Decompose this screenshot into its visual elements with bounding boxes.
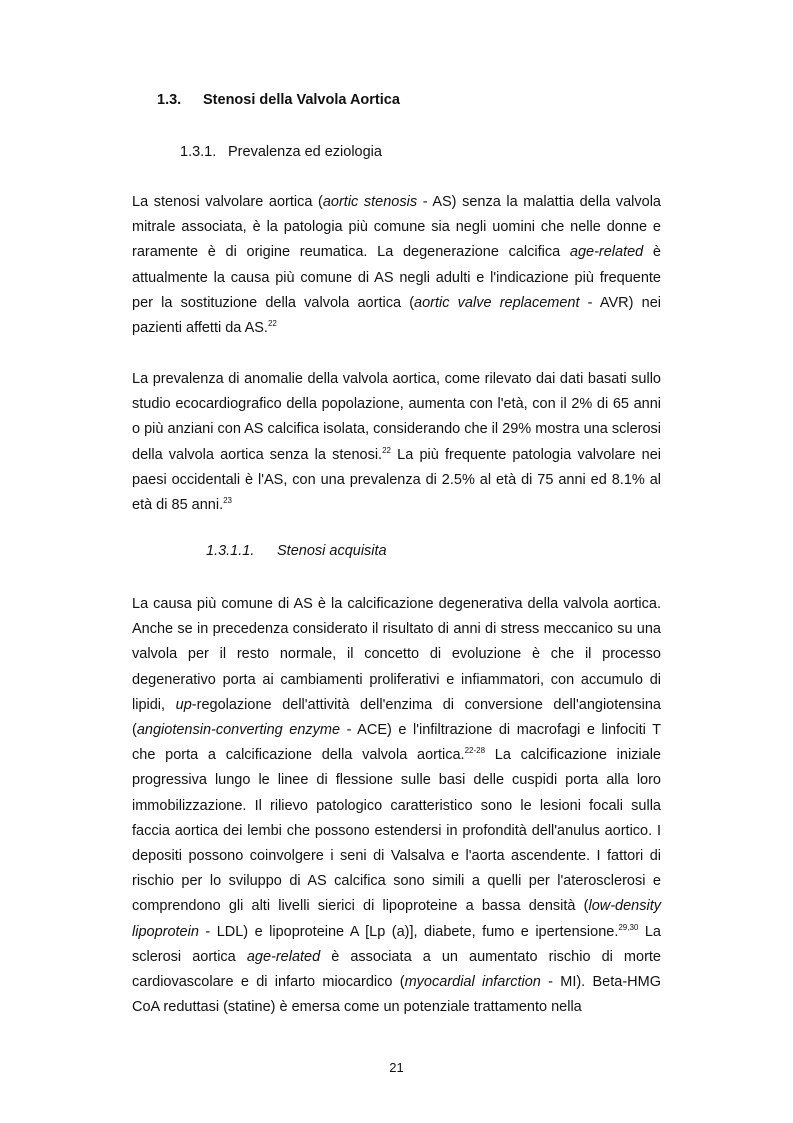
p3-italic-4: age-related (246, 948, 321, 965)
p2-citation-1: 22 (382, 445, 391, 455)
subsubsection-number: 1.3.1.1. (206, 543, 255, 559)
paragraph-3 (132, 592, 661, 1020)
p3-text-4: La calcificazione iniziale progressiva lungo le linee di flessione sulle basi delle cuspidi porta alla loro immobilizzazione. Il rilievo patologico caratteristico sono le lesioni focali sulla faccia aortica dei lembi che possono estendersi in profondità dell'anulus aortico. I depositi possono coinvolgere i seni di Valsalva e l'aorta ascendente. I fattori di rischio per lo sviluppo di AS calcifica sono simili a quelli per l'aterosclerosi e comprendono gli alti livelli sierici di lipoproteine a bassa densità ( (132, 747, 661, 915)
p1-text-4: - AVR) nei pazienti affetti da AS. (132, 294, 661, 337)
p1-text-3: è attualmente la causa più comune di AS negli adulti e l'indicazione più frequente per la sostituzione della valvola aortica ( (132, 244, 661, 311)
p3-citation-2: 29,30 (618, 922, 639, 932)
subsubsection-title: Stenosi acquisita (277, 543, 387, 559)
p1-text-2: - AS) senza la malattia della valvola mitrale associata, è la patologia più comune sia negli uomini che nelle donne e raramente è di origine reumatica. La degenerazione calcifica (132, 194, 661, 261)
p3-text-8: - MI). Beta-HMG CoA reduttasi (statine) è emersa come un potenziale trattamento nella (132, 974, 661, 1016)
subsection-heading (180, 144, 382, 160)
p1-italic-1: aortic stenosis (322, 194, 418, 210)
p2-text-1: La prevalenza di anomalie della valvola aortica, come rilevato dai dati basati sullo studio ecocardiografico della popolazione, aumenta con l'età, con il 2% di 65 anni o più anziani con AS calcifica isolata, considerando che il 29% mostra una sclerosi della valvola aortica senza la stenosi. (132, 371, 661, 463)
p1-citation-1: 22 (267, 319, 277, 329)
paragraph-1 (132, 190, 661, 341)
p2-text-2: La più frequente patologia valvolare nei paesi occidentali è l'AS, con una prevalenza di 2.5% al età di 75 anni ed 8.1% al età di 85 anni. (132, 446, 661, 514)
section-number: 1.3. (157, 92, 182, 108)
p3-citation-1: 22-28 (464, 746, 486, 756)
section-heading (157, 92, 400, 108)
p3-italic-1: up (175, 696, 192, 713)
p1-italic-3: aortic valve replacement (414, 294, 580, 311)
p3-italic-5: myocardial infarction (404, 974, 541, 991)
p3-text-3: - ACE) e l'infiltrazione di macrofagi e linfociti T che porta a calcificazione della valvola aortica. (132, 722, 661, 764)
p3-text-1: La causa più comune di AS è la calcificazione degenerativa della valvola aortica. Anche se in precedenza considerato il risultato di anni di stress meccanico su una valvola per il resto normale, il concetto di evoluzione è che il processo degenerativo porta ai cambiamenti proliferativi e infiammatori, con accumulo di lipidi, (132, 596, 661, 713)
p3-text-6: La sclerosi aortica (132, 923, 661, 965)
subsubsection-heading (206, 543, 387, 559)
p3-text-7: è associata a un aumentato rischio di morte cardiovascolare e di infarto miocardico ( (132, 948, 661, 991)
p3-italic-3: low-density lipoprotein (132, 898, 661, 940)
p3-text-2: -regolazione dell'attività dell'enzima di conversione dell'angiotensina ( (132, 696, 661, 739)
p1-text-1: La stenosi valvolare aortica ( (132, 194, 323, 210)
subsection-number: 1.3.1. (180, 144, 217, 160)
section-title: Stenosi della Valvola Aortica (203, 92, 400, 108)
p3-text-5: - LDL) e lipoproteine A [Lp (a)], diabete, fumo e ipertensione. (198, 923, 619, 940)
p1-italic-2: age-related (569, 244, 644, 261)
page-number: 21 (389, 1060, 404, 1075)
paragraph-2 (132, 367, 661, 518)
p3-italic-2: angiotensin-converting enzyme (136, 722, 341, 739)
subsection-title: Prevalenza ed eziologia (228, 144, 382, 160)
p2-citation-2: 23 (223, 496, 233, 506)
